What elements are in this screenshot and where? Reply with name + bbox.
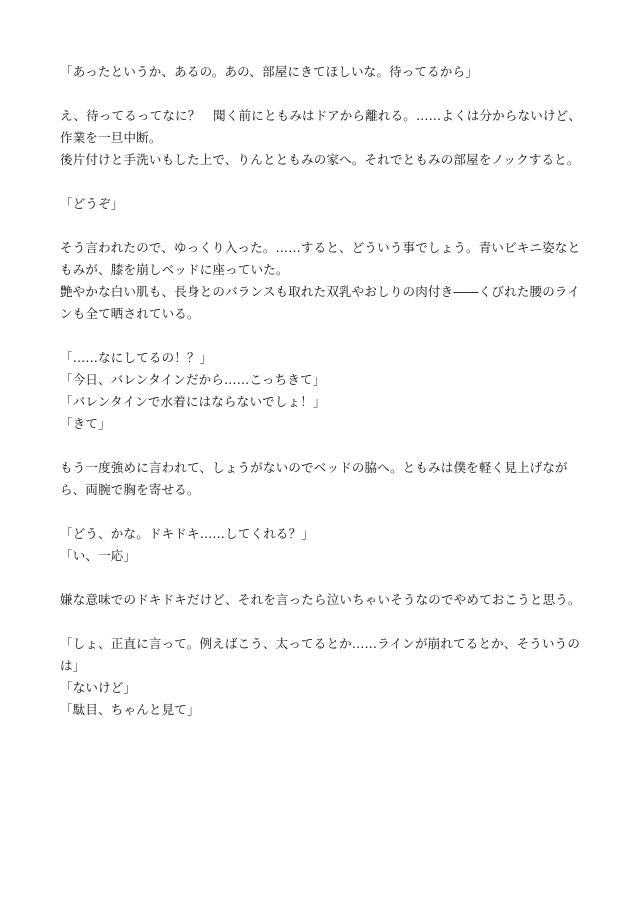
dialogue-line: 「駄目、ちゃんと見て」 <box>60 702 200 717</box>
paragraph-gap <box>60 171 582 193</box>
narration-paragraph: もう一度強めに言われて、しょうがないのでベッドの脇へ。ともみは僕を軽く見上げながら、両腕で胸を寄せる。 <box>60 460 568 497</box>
paragraph-gap <box>60 501 582 523</box>
dialogue-line: 「きて」 <box>60 416 111 431</box>
narration-paragraph: 嫌な意味でのドキドキだけど、それを言ったら泣いちゃいそうなのでやめておこうと思う。 <box>60 592 581 607</box>
dialogue-line: 「しょ、正直に言って。例えばこう、太ってるとか……ラインが崩れてるとか、そういうのは」 <box>60 636 581 673</box>
paragraph-gap <box>60 611 582 633</box>
narration-paragraph: そう言われたので、ゆっくり入った。……すると、どういう事でしょう。青いビキニ姿なともみが、膝を崩しベッドに座っていた。 <box>60 240 581 277</box>
dialogue-line: 「どうぞ」 <box>60 196 124 211</box>
dialogue-line: 「……なにしてるの！？」 <box>60 350 213 365</box>
dialogue-line: 「ないけど」 <box>60 680 137 695</box>
paragraph-gap <box>60 567 582 589</box>
paragraph-gap <box>60 435 582 457</box>
narration-paragraph: 艶やかな白い肌も、長身とのバランスも取れた双乳やおしりの肉付き――くびれた腰のラインも全て晒されている。 <box>60 284 580 321</box>
paragraph-gap <box>60 215 582 237</box>
narration-paragraph: え、待ってるってなに？ 聞く前にともみはドアから離れる。……よくは分からないけど、作業を一旦中断。 <box>60 108 582 145</box>
dialogue-line: 「バレンタインで水着にはならないでしょ！」 <box>60 394 326 409</box>
paragraph-gap <box>60 83 582 105</box>
dialogue-line: 「あったというか、あるの。あの、部屋にきてほしいな。待ってるから」 <box>60 64 478 79</box>
paragraph-gap <box>60 325 582 347</box>
dialogue-line: 「い、一応」 <box>60 548 137 563</box>
dialogue-line: 「どう、かな。ドキドキ……してくれる？」 <box>60 526 315 541</box>
narration-paragraph: 後片付けと手洗いもした上で、りんとともみの家へ。それでともみの部屋をノックすると。 <box>60 152 580 167</box>
dialogue-line: 「今日、バレンタインだから……こっちきて」 <box>60 372 326 387</box>
document-body <box>60 61 582 721</box>
